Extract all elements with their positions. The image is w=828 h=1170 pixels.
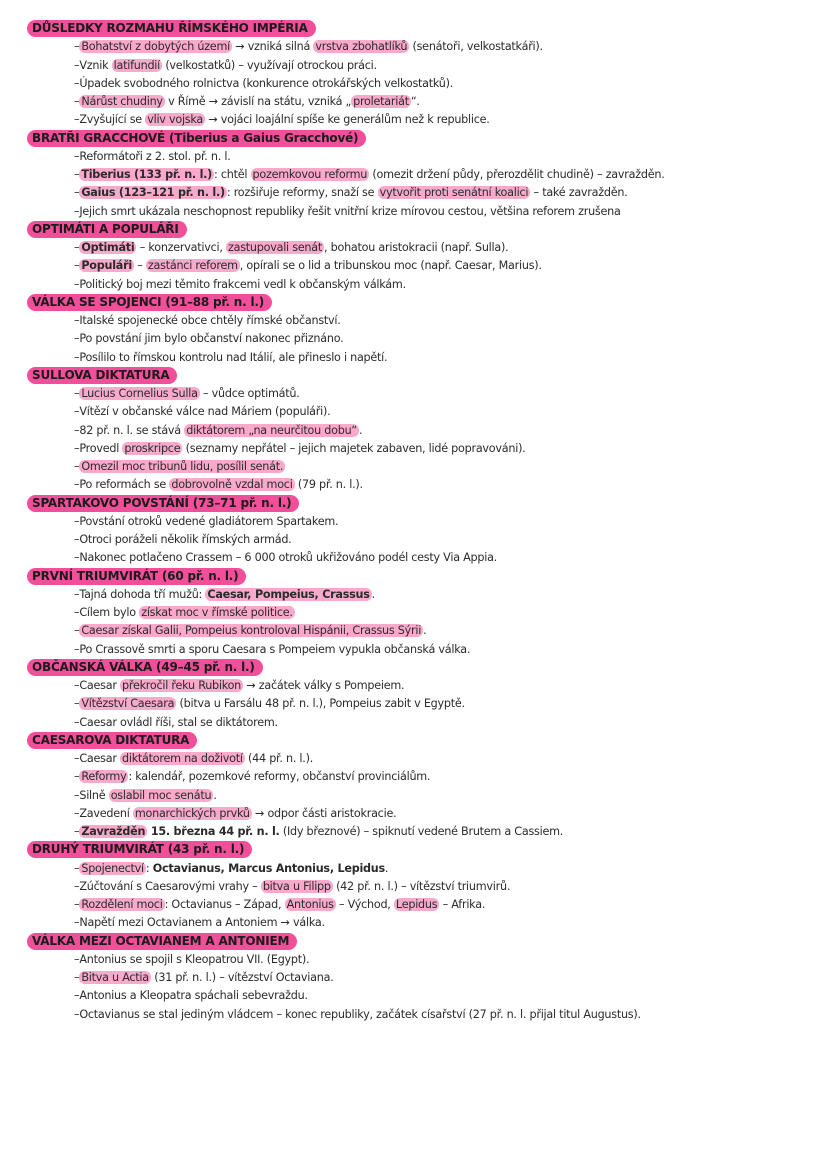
note-text: –Nakonec potlačeno Crassem – 6 000 otroků ukřižováno podél cesty Via Appia.: [74, 551, 497, 565]
note-text: –Povstání otroků vedené gladiátorem Spartakem.: [74, 514, 339, 528]
note-line: [74, 860, 388, 877]
highlighted-text: vrstva zbohatlíků: [315, 40, 408, 54]
note-line: [74, 951, 309, 968]
note-text: (bitva u Farsálu 48 př. n. l.), Pompeius zabit v Egyptě.: [176, 697, 465, 711]
note-line: [74, 184, 628, 201]
highlighted-text: Spojenectví: [81, 861, 144, 875]
highlighted-text: Omezil moc tribunů lidu, posílil senát.: [81, 460, 284, 473]
note-line: [74, 458, 285, 475]
section-heading: BRATŘI GRACCHOVÉ (Tiberius a Gaius Gracchové): [27, 130, 366, 147]
highlighted-text: Rozdělení moci: [81, 898, 163, 911]
note-text: –Po Crassově smrti a sporu Caesara s Pompeiem vypukla občanská válka.: [74, 642, 471, 656]
note-text: , bohatou aristokracii (např. Sulla).: [324, 241, 509, 254]
highlighted-text: proskripce: [124, 441, 181, 455]
note-line: [74, 75, 453, 92]
note-text: → vojáci loajální spíše ke generálům než k republice.: [205, 113, 490, 127]
highlighted-text: Tiberius (133 př. n. l.): [81, 168, 213, 181]
highlighted-text: Caesar, Pompeius, Crassus: [207, 587, 370, 601]
note-text: –: [74, 898, 80, 911]
note-text: –Cílem bylo: [74, 606, 140, 619]
note-text: –Italské spojenecké obce chtěly římské občanství.: [74, 314, 341, 327]
note-text: –Napětí mezi Octavianem a Antoniem → válka.: [74, 916, 325, 930]
note-text: –: [74, 186, 80, 200]
note-text: → začátek války s Pompeiem.: [243, 679, 405, 692]
note-line: [74, 203, 621, 220]
highlighted-text: pozemkovou reformu: [252, 168, 368, 181]
note-line: [74, 111, 490, 128]
note-text: Octavianus, Marcus Antonius, Lepidus: [152, 861, 385, 875]
note-text: .: [423, 624, 427, 638]
section-heading: DRUHÝ TRIUMVIRÁT (43 př. n. l.): [27, 841, 252, 858]
note-line: [74, 476, 363, 493]
highlighted-text: vliv vojska: [147, 113, 204, 127]
note-text: –Tajná dohoda tří mužů:: [74, 587, 206, 601]
note-text: “.: [410, 95, 420, 108]
note-text: –Antonius se spojil s Kleopatrou VII. (Egypt).: [74, 952, 310, 966]
highlighted-text: diktátorem „na neurčitou dobu“: [186, 423, 357, 437]
section-heading: VÁLKA SE SPOJENCI (91–88 př. n. l.): [27, 294, 272, 311]
highlighted-text: vytvořit proti senátní koalici: [379, 186, 529, 200]
note-line: [74, 148, 231, 165]
note-text: – vůdce optimátů.: [199, 387, 300, 400]
note-text: –: [74, 697, 80, 711]
note-text: .: [384, 861, 389, 875]
section-heading: OBČANSKÁ VÁLKA (49–45 př. n. l.): [27, 659, 263, 676]
note-line: [74, 57, 377, 74]
note-text: –Politický boj mezi těmito frakcemi vedl k občanským válkám.: [74, 277, 406, 291]
note-line: [74, 787, 217, 804]
highlighted-text: zastánci reforem: [147, 259, 238, 273]
note-text: (omezit držení půdy, přerozdělit chudině) – zavražděn.: [369, 168, 665, 181]
note-text: –: [74, 825, 80, 838]
note-text: –Zúčtování s Caesarovými vrahy –: [74, 879, 261, 893]
note-text: –: [74, 861, 80, 875]
note-text: .: [371, 587, 375, 601]
section-heading: PRVNÍ TRIUMVIRÁT (60 př. n. l.): [27, 568, 246, 585]
note-text: –Úpadek svobodného rolnictva (konkurence otrokářských velkostatků).: [74, 76, 454, 90]
note-text: , opírali se o lid a tribunskou moc (např. Caesar, Marius).: [239, 259, 542, 273]
note-text: –Caesar: [74, 752, 120, 765]
highlighted-text: latifundií: [113, 58, 161, 72]
note-line: [74, 93, 420, 110]
highlighted-text: Nárůst chudiny: [81, 95, 163, 108]
note-line: [74, 586, 375, 603]
note-text: 15. března 44 př. n. l.: [147, 825, 280, 838]
note-text: – také zavražděn.: [530, 186, 628, 200]
note-text: –Caesar ovládl říši, stal se diktátorem.: [74, 715, 278, 729]
note-text: –Zvyšující se: [74, 113, 146, 127]
note-line: [74, 750, 313, 767]
note-text: (senátoři, velkostatkáři).: [409, 40, 543, 54]
highlighted-text: Lepidus: [395, 898, 438, 911]
note-text: – Východ,: [335, 898, 394, 911]
note-line: [74, 513, 338, 530]
note-line: [74, 677, 404, 694]
note-line: [74, 641, 470, 658]
note-line: [74, 403, 330, 420]
note-line: [74, 622, 426, 639]
note-text: –82 př. n. l. se stává: [74, 423, 185, 437]
highlighted-text: Antonius: [286, 898, 334, 911]
highlighted-text: Caesar získal Galii, Pompeius kontroloval Hispánii, Crassus Sýrii: [81, 624, 422, 638]
note-text: –Po povstání jim bylo občanství nakonec přiznáno.: [74, 332, 344, 346]
note-text: – Afrika.: [439, 898, 486, 911]
note-line: [74, 878, 510, 895]
note-text: –Jejich smrt ukázala neschopnost republiky řešit vnitřní krize mírovou cestou, většina reforem zrušena: [74, 204, 621, 218]
highlighted-text: Zavražděn: [81, 825, 146, 838]
note-text: .: [213, 788, 217, 802]
note-line: [74, 440, 526, 457]
note-text: –Po reformách se: [74, 478, 170, 492]
highlighted-text: Bohatství z dobytých území: [81, 40, 230, 54]
highlighted-text: Vítězství Caesara: [81, 697, 175, 711]
note-text: (42 př. n. l.) – vítězství triumvirů.: [332, 879, 511, 893]
highlighted-text: překročil řeku Rubikon: [121, 679, 242, 692]
highlighted-text: diktátorem na doživotí: [121, 752, 243, 765]
highlighted-text: Populáři: [81, 259, 132, 273]
note-text: (seznamy nepřátel – jejich majetek zabaven, lidé popravováni).: [182, 441, 526, 455]
note-line: [74, 276, 406, 293]
note-line: [74, 330, 343, 347]
note-line: [74, 166, 665, 183]
highlighted-text: monarchických prvků: [134, 806, 250, 820]
note-text: → vzniká silná: [231, 40, 314, 54]
highlighted-text: proletariát: [353, 95, 409, 108]
highlighted-text: Reformy: [81, 770, 127, 784]
note-line: [74, 1006, 641, 1023]
highlighted-text: zastupovali senát: [227, 241, 323, 254]
highlighted-text: dobrovolně vzdal moci: [171, 478, 293, 492]
note-text: –Otroci poráželi několik římských armád.: [74, 533, 292, 546]
note-line: [74, 768, 430, 785]
note-text: → odpor části aristokracie.: [251, 806, 397, 820]
note-text: –: [74, 387, 80, 400]
note-text: –: [74, 971, 80, 984]
note-line: [74, 38, 543, 55]
note-line: [74, 422, 362, 439]
note-line: [74, 385, 300, 402]
note-line: [74, 914, 325, 931]
note-text: –Silně: [74, 788, 109, 802]
note-text: –: [74, 40, 80, 54]
section-heading: SPARTAKOVO POVSTÁNÍ (73–71 př. n. l.): [27, 495, 299, 512]
note-text: –: [74, 241, 80, 254]
note-line: [74, 969, 334, 986]
highlighted-text: získat moc v římské politice.: [141, 606, 293, 619]
note-text: (79 př. n. l.).: [294, 478, 363, 492]
note-line: [74, 257, 542, 274]
note-line: [74, 987, 308, 1004]
note-line: [74, 239, 508, 256]
note-line: [74, 549, 497, 566]
note-text: : Octavianus – Západ,: [164, 898, 285, 911]
note-line: [74, 604, 295, 621]
note-text: :: [145, 861, 153, 875]
note-text: (Idy březnové) – spiknutí vedené Brutem a Cassiem.: [279, 825, 564, 838]
highlighted-text: Lucius Cornelius Sulla: [81, 387, 198, 400]
note-text: (44 př. n. l.).: [244, 752, 314, 765]
note-line: [74, 805, 396, 822]
note-line: [74, 349, 387, 366]
section-heading: DŮSLEDKY ROZMAHU ŘÍMSKÉHO IMPÉRIA: [27, 20, 316, 37]
section-heading: SULLOVA DIKTATURA: [27, 367, 177, 384]
note-text: –Reformátoři z 2. stol. př. n. l.: [74, 149, 231, 163]
note-text: : kalendář, pozemkové reformy, občanství provinciálům.: [128, 770, 431, 784]
note-text: : rozšiřuje reformy, snaží se: [226, 186, 378, 200]
highlighted-text: oslabil moc senátu: [110, 788, 212, 802]
section-heading: OPTIMÁTI A POPULÁŘI: [27, 221, 187, 238]
note-text: –: [74, 460, 80, 473]
note-text: – konzervativci,: [136, 241, 226, 254]
note-line: [74, 714, 278, 731]
note-text: .: [358, 423, 363, 437]
note-line: [74, 896, 485, 913]
note-text: –Caesar: [74, 679, 120, 692]
note-text: : chtěl: [214, 168, 251, 181]
note-line: [74, 823, 563, 840]
note-text: (31 př. n. l.) – vítězství Octaviana.: [150, 971, 334, 984]
note-text: –: [74, 624, 80, 638]
highlighted-text: Optimáti: [81, 241, 135, 254]
note-text: –: [74, 770, 80, 784]
note-text: –Posílilo to římskou kontrolu nad Itálií, ale přineslo i napětí.: [74, 350, 388, 364]
section-heading: CAESAROVA DIKTATURA: [27, 732, 197, 749]
note-text: –Zavedení: [74, 806, 133, 820]
note-text: –: [74, 168, 80, 181]
note-text: –: [74, 95, 80, 108]
note-line: [74, 695, 465, 712]
note-line: [74, 312, 341, 329]
note-text: –Provedl: [74, 441, 123, 455]
note-line: [74, 531, 291, 548]
note-text: (velkostatků) – využívají otrockou práci.: [162, 58, 377, 72]
highlighted-text: bitva u Filipp: [262, 879, 331, 893]
note-text: –: [133, 259, 146, 273]
highlighted-text: Bitva u Actia: [81, 971, 149, 984]
note-text: –: [74, 259, 80, 273]
section-heading: VÁLKA MEZI OCTAVIANEM A ANTONIEM: [27, 933, 297, 950]
note-text: –Antonius a Kleopatra spáchali sebevraždu.: [74, 989, 308, 1003]
highlighted-text: Gaius (123–121 př. n. l.): [81, 186, 225, 200]
note-text: –Octavianus se stal jediným vládcem – konec republiky, začátek císařství (27 př. n. l. přijal titul Augustus).: [74, 1007, 641, 1021]
note-text: –Vznik: [74, 58, 112, 72]
note-text: –Vítězí v občanské válce nad Máriem (populáři).: [74, 405, 331, 419]
note-text: v Římě → závislí na státu, vzniká „: [164, 95, 352, 108]
